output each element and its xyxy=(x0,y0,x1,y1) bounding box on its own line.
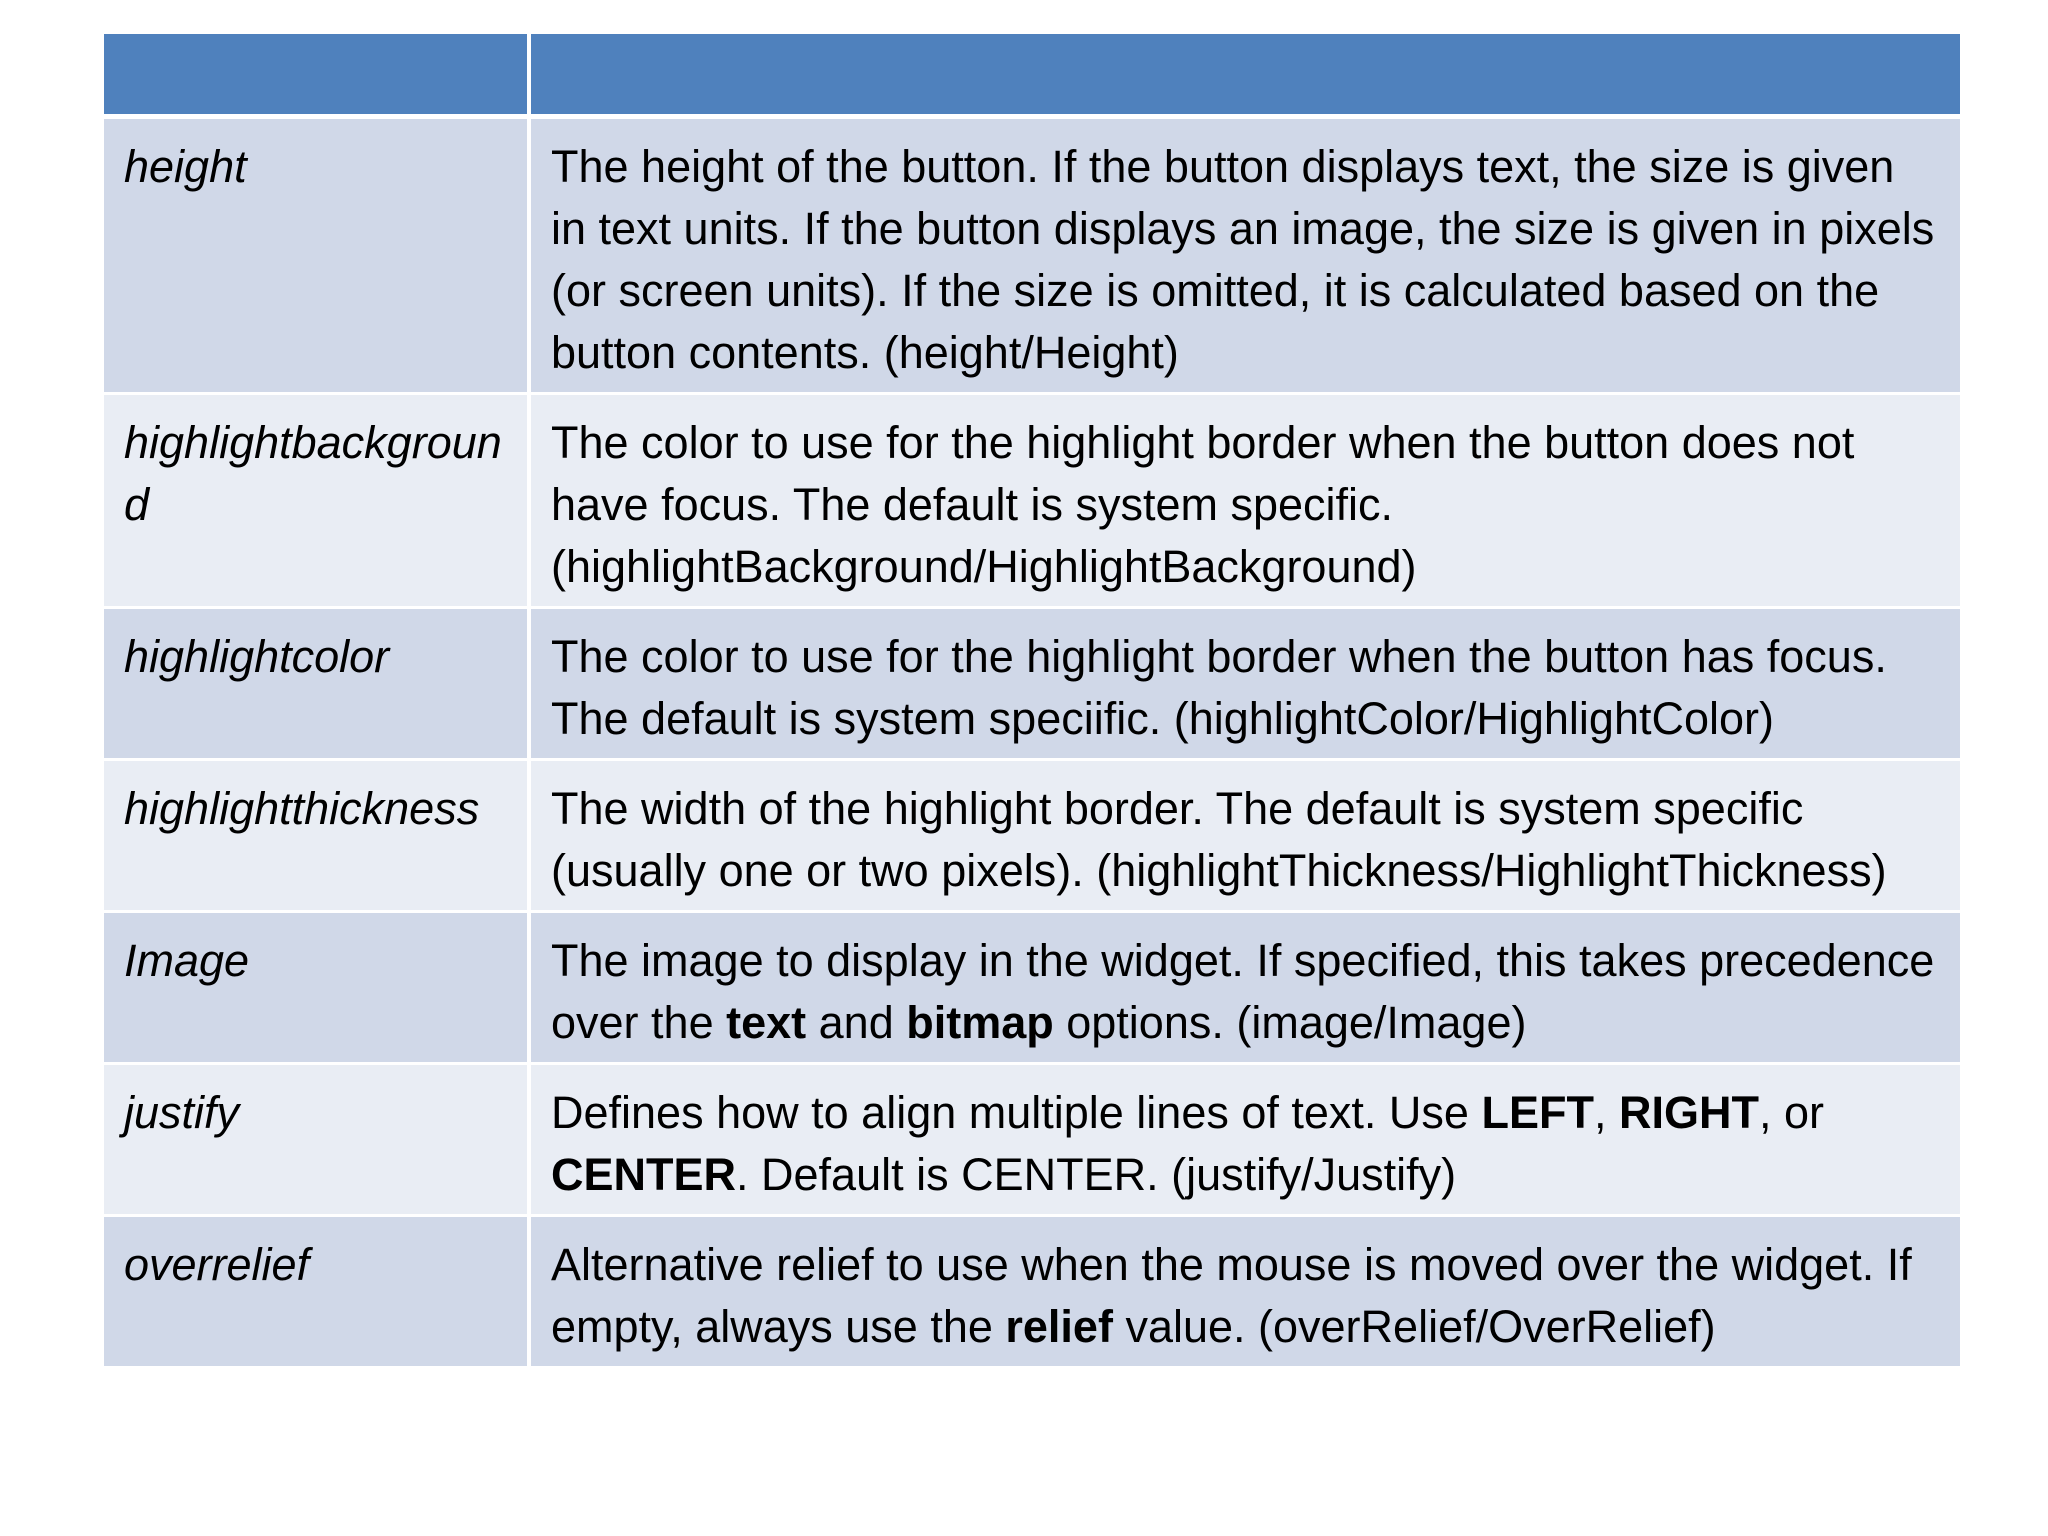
header-row xyxy=(104,34,1960,119)
table-row xyxy=(104,1217,1960,1366)
description-text: . Default is CENTER. (justify/Justify) xyxy=(736,1149,1457,1200)
description-text: options. (image/Image) xyxy=(1053,997,1527,1048)
description-text: Alternative relief to use when the mouse is moved over the widget. If empty, always use the xyxy=(551,1239,1912,1352)
option-description-cell xyxy=(531,395,1960,609)
option-description-cell xyxy=(531,1065,1960,1217)
option-name-cell: highlightcolor xyxy=(104,609,531,761)
table-row xyxy=(104,609,1960,761)
table-row xyxy=(104,913,1960,1065)
description-text: The height of the button. If the button displays text, the size is given in text units. If the button displays an image, the size is given in pixels (or screen units). If the size is omitted, it is calculated based on the button contents. (height/Height) xyxy=(551,141,1935,378)
option-description-cell xyxy=(531,119,1960,395)
option-name-cell: Image xyxy=(104,913,531,1065)
description-text: The width of the highlight border. The default is system specific (usually one or two pixels). (highlightThickness/HighlightThickness) xyxy=(551,783,1887,896)
option-name-cell: justify xyxy=(104,1065,531,1217)
option-description-cell xyxy=(531,1217,1960,1366)
description-keyword: LEFT xyxy=(1481,1087,1594,1138)
option-description-cell xyxy=(531,913,1960,1065)
description-keyword: RIGHT xyxy=(1618,1087,1759,1138)
description-text: value. (overRelief/OverRelief) xyxy=(1112,1301,1716,1352)
header-cell-option xyxy=(104,34,531,119)
description-keyword: CENTER xyxy=(551,1149,737,1200)
description-text: , or xyxy=(1758,1087,1824,1138)
option-name-cell: height xyxy=(104,119,531,395)
table-body xyxy=(104,119,1960,1366)
option-name-cell: highlightbackground xyxy=(104,395,531,609)
options-table xyxy=(104,34,1960,1366)
option-name-cell: highlightthickness xyxy=(104,761,531,913)
description-text: and xyxy=(806,997,907,1048)
table-row xyxy=(104,119,1960,395)
description-text: The image to display in the widget. If specified, this takes precedence over the xyxy=(551,935,1935,1048)
option-name-cell: overrelief xyxy=(104,1217,531,1366)
description-text: Defines how to align multiple lines of text. Use xyxy=(551,1087,1482,1138)
header-cell-description xyxy=(531,34,1960,119)
description-text: , xyxy=(1593,1087,1619,1138)
table-row xyxy=(104,1065,1960,1217)
description-text: The color to use for the highlight border when the button does not have focus. The default is system specific. (highlightBackground/HighlightBackground) xyxy=(551,417,1855,592)
table-row xyxy=(104,395,1960,609)
table-header xyxy=(104,34,1960,119)
description-keyword: text xyxy=(726,997,807,1048)
description-keyword: bitmap xyxy=(906,997,1054,1048)
option-description-cell xyxy=(531,609,1960,761)
table-row xyxy=(104,761,1960,913)
description-text: The color to use for the highlight border when the button has focus. The default is system speciific. (highlightColor/HighlightColor) xyxy=(551,631,1887,744)
option-description-cell xyxy=(531,761,1960,913)
description-keyword: relief xyxy=(1005,1301,1113,1352)
